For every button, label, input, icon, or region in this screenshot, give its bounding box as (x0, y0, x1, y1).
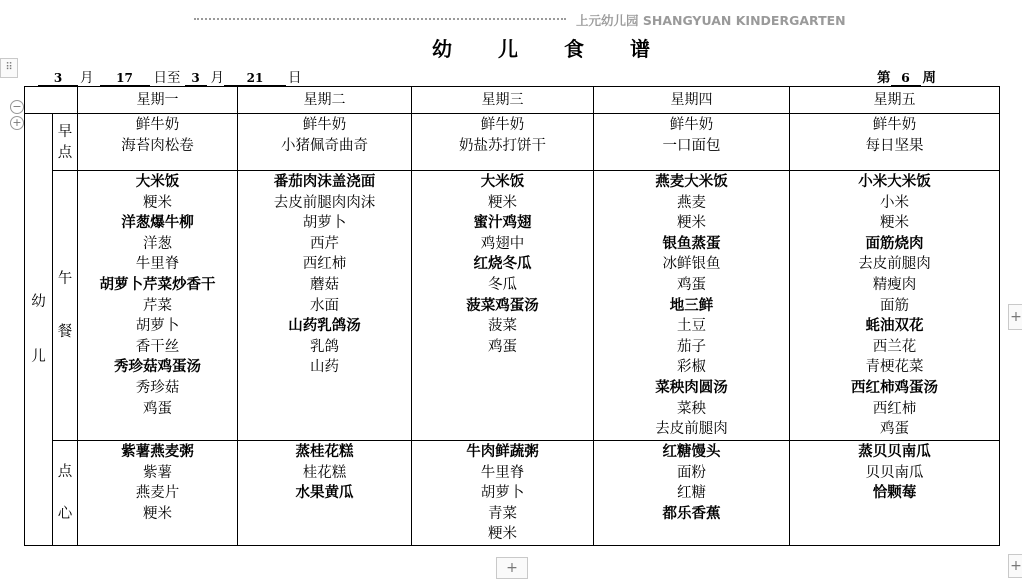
header-dotted-line (194, 18, 566, 20)
dish-name: 蜜汁鸡翅 (473, 214, 532, 232)
ingredient: 青菜 (488, 505, 517, 522)
label-char: 点 (57, 144, 73, 161)
meal-label-cell (53, 114, 78, 171)
meal-row-lunch (25, 171, 1000, 441)
meal-label (58, 462, 73, 525)
menu-cell (412, 171, 594, 441)
ingredient: 牛里脊 (135, 256, 180, 273)
dish-name: 小米大米饭 (858, 173, 931, 190)
collapse-row-icon[interactable]: − (10, 100, 24, 114)
dish-name: 番茄肉沫盖浇面 (273, 173, 376, 190)
group-label (31, 292, 46, 368)
ingredient: 海苔肉松卷 (121, 137, 194, 154)
ingredient: 贝贝南瓜 (865, 464, 924, 481)
ingredient: 粳米 (488, 194, 517, 211)
ingredient: 鲜牛奶 (302, 117, 347, 133)
menu-cell (790, 114, 1000, 171)
add-row-column-button[interactable]: + (1008, 554, 1022, 578)
ingredient: 小猪佩奇曲奇 (281, 137, 368, 154)
meal-row-breakfast (25, 114, 1000, 171)
week-prefix: 第 (877, 70, 891, 86)
add-column-button[interactable]: + (1008, 304, 1022, 330)
dish-name: 蒸桂花糕 (295, 443, 354, 460)
ingredient: 鸡翅中 (480, 235, 525, 252)
ingredient: 牛里脊 (480, 464, 525, 481)
ingredient: 菜秧 (677, 400, 706, 417)
ingredient: 鸡蛋 (143, 400, 172, 417)
dish-name: 大米饭 (135, 173, 180, 190)
ingredient: 面粉 (677, 464, 706, 481)
ingredient: 每日坚果 (865, 137, 924, 154)
week-number (877, 66, 936, 87)
ingredient: 一口面包 (662, 137, 721, 154)
ingredient: 冰鲜银鱼 (662, 256, 721, 273)
ingredient: 鲜牛奶 (669, 117, 714, 133)
dish-name: 面筋烧肉 (865, 234, 924, 252)
ingredient: 冬瓜 (488, 276, 517, 293)
menu-cell (78, 114, 238, 171)
menu-cell (78, 441, 238, 546)
dish-name: 秀珍菇鸡蛋汤 (114, 358, 201, 376)
ingredient: 茄子 (677, 338, 706, 355)
table-move-handle-icon[interactable]: ⠿ (0, 58, 18, 78)
menu-cell (238, 114, 412, 171)
dish-name: 都乐香蕉 (662, 504, 721, 522)
dish-name: 西红柿鸡蛋汤 (851, 378, 938, 396)
ingredient: 面筋 (880, 297, 909, 314)
dish-name: 水果黄瓜 (295, 484, 354, 502)
day-header: 星期二 (238, 87, 412, 114)
ingredient: 乳鸽 (310, 338, 339, 355)
ingredient: 山药 (310, 359, 339, 376)
menu-cell (594, 114, 790, 171)
menu-cell (790, 171, 1000, 441)
start-day: 17 (100, 71, 150, 87)
dish-name: 燕麦大米饭 (655, 173, 728, 190)
ingredient: 水面 (310, 297, 339, 314)
dish-name: 蚝油双花 (865, 317, 924, 335)
ingredient: 芹菜 (143, 297, 172, 314)
dish-name: 大米饭 (480, 173, 525, 190)
label-char: 幼 (31, 293, 46, 310)
day-label: 日 (288, 70, 302, 86)
ingredient: 秀珍菇 (135, 379, 180, 396)
day-header: 星期一 (78, 87, 238, 114)
label-char: 心 (57, 505, 73, 522)
dish-name: 红糖馒头 (662, 443, 721, 460)
ingredient: 桂花糕 (302, 464, 347, 481)
ingredient: 胡萝卜 (302, 215, 347, 232)
day-to-label: 日至 (153, 70, 181, 86)
ingredient: 小米 (880, 194, 909, 211)
end-month: 3 (185, 71, 207, 87)
start-month: 3 (38, 71, 78, 87)
add-row-button[interactable]: + (496, 557, 528, 579)
ingredient: 粳米 (880, 215, 909, 232)
dish-name: 银鱼蒸蛋 (662, 234, 721, 252)
ingredient: 青梗花菜 (865, 359, 924, 376)
group-label-cell (25, 114, 53, 546)
label-char: 午 (57, 271, 73, 287)
ingredient: 香干丝 (135, 338, 180, 355)
menu-cell (78, 171, 238, 441)
date-range (38, 66, 302, 87)
ingredient: 粳米 (143, 194, 172, 211)
dish-name: 恰颗莓 (872, 484, 917, 502)
menu-cell (238, 441, 412, 546)
ingredient: 洋葱 (143, 235, 172, 252)
menu-cell (790, 441, 1000, 546)
ingredient: 奶盐苏打饼干 (459, 137, 546, 154)
dish-name: 菜秧肉圆汤 (655, 378, 728, 396)
ingredient: 去皮前腿肉 (655, 421, 728, 438)
meal-label-cell (53, 171, 78, 441)
ingredient: 去皮前腿肉 (858, 256, 931, 273)
ingredient: 胡萝卜 (135, 318, 180, 335)
ingredient: 红糖 (677, 485, 706, 502)
menu-cell (412, 441, 594, 546)
ingredient: 粳米 (143, 505, 172, 522)
ingredient: 西红柿 (302, 256, 347, 273)
month-label-2: 月 (210, 70, 224, 86)
meal-row-snack (25, 441, 1000, 546)
ingredient: 去皮前腿肉肉沫 (273, 194, 376, 211)
ingredient: 鸡蛋 (677, 276, 706, 293)
table-header-row (25, 87, 1000, 114)
label-char: 点 (57, 463, 73, 480)
dish-name: 蒸贝贝南瓜 (858, 443, 931, 460)
menu-table (24, 86, 1000, 546)
ingredient: 粳米 (677, 215, 706, 232)
ingredient: 燕麦 (677, 194, 706, 211)
ingredient: 鲜牛奶 (872, 117, 917, 133)
label-char: 餐 (57, 324, 73, 340)
ingredient: 鸡蛋 (880, 421, 909, 438)
dish-name: 地三鲜 (669, 296, 714, 314)
meal-label-cell (53, 441, 78, 546)
meal-label (58, 122, 73, 164)
ingredient: 鸡蛋 (488, 338, 517, 355)
ingredient: 鲜牛奶 (135, 117, 180, 133)
week-num: 6 (891, 70, 921, 87)
end-day: 21 (224, 71, 286, 87)
ingredient: 西芹 (310, 235, 339, 252)
ingredient: 鲜牛奶 (480, 117, 525, 133)
ingredient: 西红柿 (872, 400, 917, 417)
ingredient: 紫薯 (143, 464, 172, 481)
ingredient: 彩椒 (677, 359, 706, 376)
menu-cell (594, 441, 790, 546)
month-label: 月 (80, 70, 94, 86)
label-char: 早 (57, 123, 73, 140)
ingredient: 西兰花 (872, 338, 917, 355)
menu-cell (412, 114, 594, 171)
dish-name: 紫薯燕麦粥 (121, 443, 194, 460)
week-suffix: 周 (922, 70, 936, 86)
ingredient: 精瘦肉 (872, 276, 917, 293)
ingredient: 菠菜 (488, 318, 517, 335)
day-header: 星期五 (790, 87, 1000, 114)
menu-cell (594, 171, 790, 441)
dish-name: 洋葱爆牛柳 (121, 214, 194, 232)
dish-name: 牛肉鲜蔬粥 (466, 443, 539, 460)
ingredient: 蘑菇 (310, 276, 339, 293)
dish-name: 山药乳鸽汤 (288, 317, 361, 335)
page-title: 幼儿食谱 (432, 37, 696, 61)
corner-cell (25, 87, 78, 114)
school-name: 上元幼儿园 SHANGYUAN KINDERGARTEN (576, 13, 846, 28)
label-char: 儿 (31, 348, 46, 365)
dish-name: 菠菜鸡蛋汤 (466, 296, 539, 314)
expand-row-icon[interactable]: + (10, 116, 24, 130)
dish-name: 红烧冬瓜 (473, 255, 532, 273)
day-header: 星期四 (594, 87, 790, 114)
ingredient: 燕麦片 (135, 485, 180, 502)
ingredient: 土豆 (677, 318, 706, 335)
ingredient: 胡萝卜 (480, 485, 525, 502)
ingredient: 粳米 (488, 526, 517, 543)
meal-label (58, 269, 73, 343)
menu-cell (238, 171, 412, 441)
day-header: 星期三 (412, 87, 594, 114)
dish-name: 胡萝卜芹菜炒香干 (99, 275, 216, 293)
